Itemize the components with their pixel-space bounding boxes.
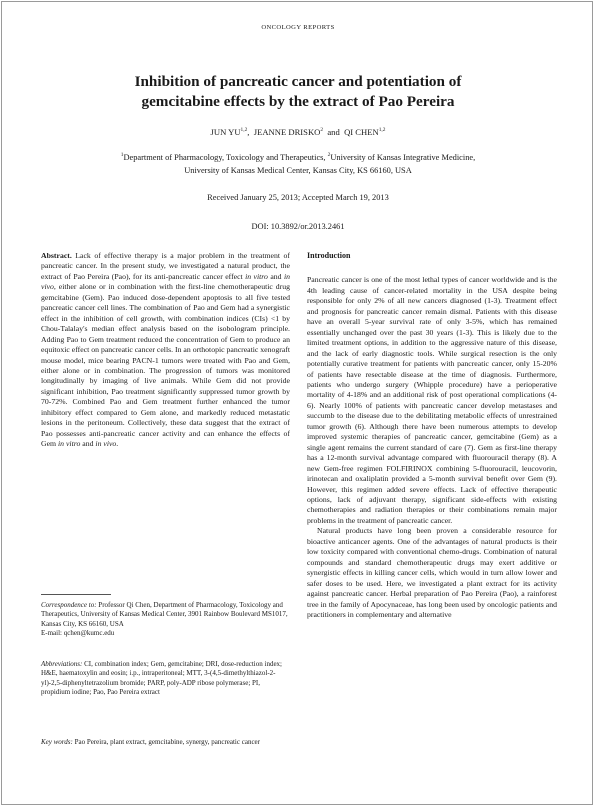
correspondence-email: E-mail: qchen@kumc.edu — [41, 628, 115, 637]
doi: DOI: 10.3892/or.2013.2461 — [251, 222, 345, 231]
abbreviations-label: Abbreviations: — [41, 660, 83, 668]
abstract-in-vitro: in vitro — [245, 271, 268, 281]
abstract-in-vivo-2: in vivo — [95, 439, 117, 449]
introduction-paragraph-1: Pancreatic cancer is one of the most lethal types of cancer worldwide and is the 4th leading cause of cancer-related mortality in the USA despite being responsible for only 2% of all new cancers diagnosed (1-3). Treatment effect and prognosis for pancreatic cancer remain dismal. Patients with this disease have an overall 5-year survival rate of only 3-5%, which has remained essentially unchanged over the past 30 years (1-3). This is likely due to the limited treatment options, in addition to the aggressive nature of this disease, and the lack of early diagnostic tools. While surgical resection is the only potentially curative treatment for patients with pancreatic cancer, only 15-20% of patients have resectable disease at the time of diagnosis. Furthermore, patients who undergo surgery (Whipple procedure) have a perioperative mortality of 4-18% and an additional risk of post operational complications (4-6). Nearly 100% of patients with pancreatic cancer develop metastases and succumb to the disease due to the debilitating metabolic effects of unrestrained tumor growth (6). Although there have been numerous attempts to develop improved systemic therapies of pancreatic cancer, gemcitabine (Gem) as a single agent remains the current standard of care (7). Gem as first-line therapy has a 12-month survival advantage compared with fluorouracil therapy (8). A new Gem-free regimen FOLFIRINOX combining 5-fluorouracil, leucovorin, irinotecan and oxaliplatin provided a 5-month survival benefit over Gem (9). However, this regimen added severe effects. Lack of effective therapeutic options, lack of adjuvant therapy, significant side-effects with existing chemotherapies and radiation therapies or their combinations remain major problems in the treatment of pancreatic cancer. — [307, 275, 557, 525]
introduction-column — [307, 251, 557, 620]
affil-marker-1: 1 — [120, 152, 124, 158]
abstract-text-1: Lack of effective therapy is a major problem in the treatment of pancreatic cancer. In the present study, we investigated a natural product, the extract of Pao Pereira (Pao), for its anti-pancreatic cancer effect — [41, 251, 290, 281]
abstract-and-1: and — [267, 271, 284, 281]
article-title — [60, 72, 536, 112]
affiliation-line-2: University of Kansas Medical Center, Kansas City, KS 66160, USA — [184, 166, 412, 175]
abstract-in-vitro-2: in vitro — [58, 439, 81, 449]
introduction-paragraph-2: Natural products have long been proven a considerable resource for bioactive anticancer agents. One of the advantages of natural products is their low toxicity compared with conventional chemo-drugs. Combination of natural compounds and standard chemotherapeutic drugs may exert additive or synergistic effects in killing cancer cells, which would in turn allow lower and safer doses to be used. Here, we investigated a plant extract for its activity against pancreatic cancer. Herbal preparation of Pao Pereira (Pao), a rainforest tree in the family of Apocynaceae, has long been used by oncologic patients and practitioners in complementary and alternative — [307, 526, 557, 619]
author-3: QI CHEN — [344, 127, 379, 137]
keywords-note — [41, 738, 290, 747]
author-1-affil: 1,2 — [240, 127, 248, 133]
author-3-affil: 1,2 — [378, 127, 386, 133]
keywords-label: Key words: — [41, 738, 73, 746]
affil-marker-2: 2 — [327, 152, 331, 158]
correspondence-address: Professor Qi Chen, Department of Pharmacology, Toxicology and Therapeutics, University of Kansas Medical Center, 3901 Rainbow Boulevard MS1017, Kansas City, KS 66160, USA — [41, 601, 288, 628]
journal-name: ONCOLOGY REPORTS — [261, 24, 335, 31]
title-line-1: Inhibition of pancreatic cancer and potentiation of — [134, 73, 462, 90]
abstract-column — [41, 251, 290, 450]
author-2-affil: 2 — [320, 127, 324, 133]
author-2: JEANNE DRISKO — [253, 127, 321, 137]
abbreviations-text: CI, combination index; Gem, gemcitabine; DRI, dose-reduction index; H&E, haematoxylin and eosin; i.p., intraperitoneal; MTT, 3-(4,5-dimethylthiazol-2-yl)-2,5-diphenyltetrazolium bromide; PARP, poly-ADP ribose polymerase; PI, propidium iodine; Pao, Pao Pereira extract — [41, 660, 282, 696]
abbreviations-note — [41, 660, 290, 697]
author-1: JUN YU — [210, 127, 241, 137]
affiliation-line-1 — [60, 151, 536, 164]
abstract-in-vivo: in vivo — [41, 271, 290, 292]
affiliation-2: University of Kansas Integrative Medicine, — [330, 153, 476, 162]
correspondence-label: Correspondence to: — [41, 601, 97, 609]
correspondence-text — [41, 601, 290, 629]
footnote-divider — [41, 594, 111, 595]
author-list: JUN YU$^{1,2}$, JEANNE DRISKO$^2$ and QI CHEN$^{1,2}$ — [210, 127, 386, 137]
abstract-end: . — [116, 439, 119, 449]
correspondence-note — [41, 601, 290, 638]
affiliation-1: Department of Pharmacology, Toxicology and Therapeutics, — [123, 153, 328, 162]
abstract-paragraph — [41, 251, 290, 450]
introduction-heading: Introduction — [307, 251, 351, 260]
abstract-label: Abstract. — [41, 251, 72, 260]
keywords-text: Pao Pereira, plant extract, gemcitabine, synergy, pancreatic cancer — [72, 738, 260, 746]
abstract-and-2: and — [80, 439, 96, 449]
affiliations — [60, 151, 536, 177]
title-line-2: gemcitabine effects by the extract of Pao Pereira — [141, 93, 455, 110]
received-accepted-dates: Received January 25, 2013; Accepted March 19, 2013 — [207, 193, 389, 202]
author-and: and — [327, 127, 340, 137]
abstract-text-2: , either alone or in combination with the first-line chemotherapeutic drug gemcitabine (Gem). Pao induced dose-dependent apoptosis to all five tested pancreatic cancer cell lines. The combination of Pao and Gem had a synergistic effect in the inhibition of cell growth, with combination indices (CIs) <1 by Chou-Talalay's median effect analysis based on the isobologram principle. Adding Pao to Gem treatment reduced the concentration of Gem to produce an equitoxic effect on pancreatic cancer cells. In an orthotopic pancreatic xenograft mouse model, mice bearing PACN-1 tumors were treated with Pao and Gem, either alone or in combination. The progression of tumors was monitored longitudinally by imaging of live animals. While Gem did not provide significant inhibition, Pao treatment significantly suppressed tumor growth by 70-72%. Combined Pao and Gem treatment further enhanced the tumor inhibitory effect compared to Gem alone, and markedly reduced metastatic lesions in the peritoneum. Collectively, these data suggest that the extract of Pao possesses anti-pancreatic cancer activity and can enhance the effects of Gem — [41, 282, 290, 449]
